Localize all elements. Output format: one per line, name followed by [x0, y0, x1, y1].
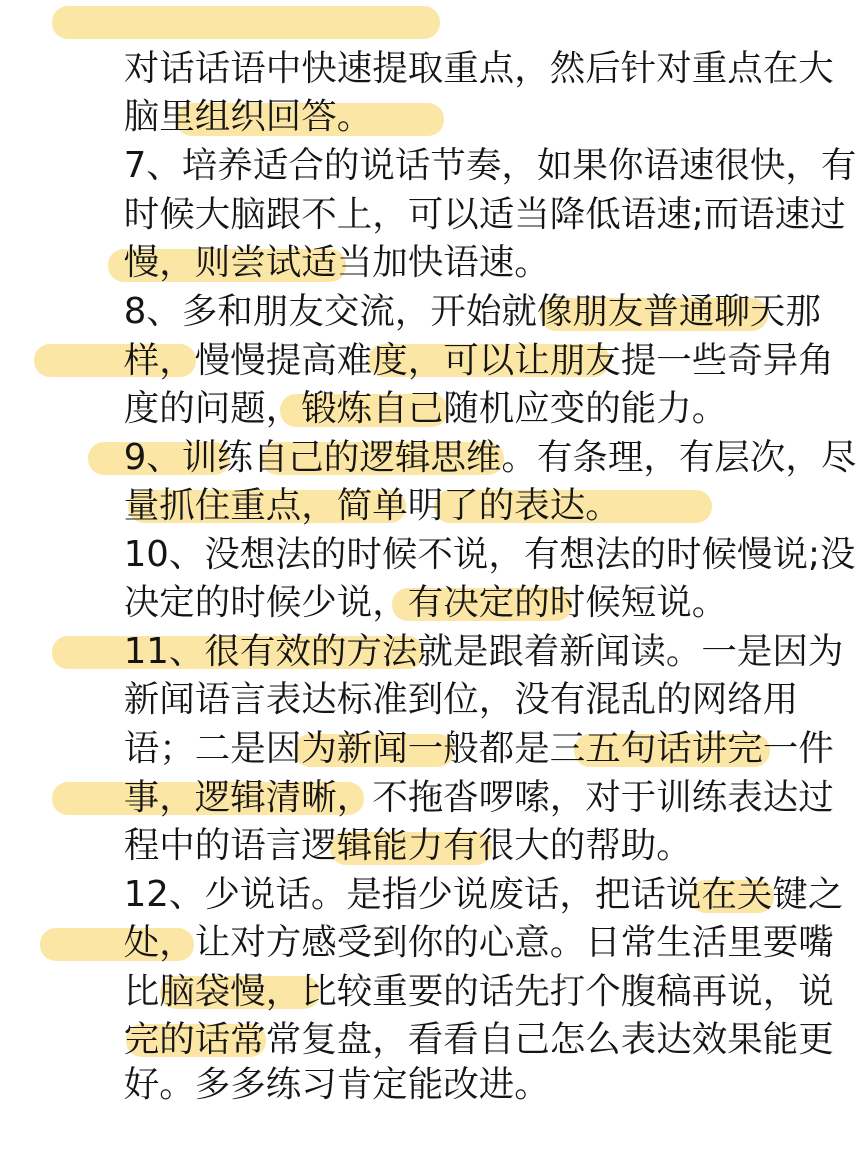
- text-line: [0, 94, 856, 186]
- text-segment: 把话说在关键之: [594, 874, 844, 915]
- text-line: [0, 726, 834, 818]
- text-segment: 不拖沓啰嗦: [372, 777, 550, 818]
- text-line: [0, 677, 834, 769]
- text-segment: 量: [123, 485, 160, 526]
- text-line: [0, 628, 828, 720]
- text-segment: 慢，则尝试适当加快语速。: [123, 242, 550, 283]
- text-segment: 简单明了的表达: [336, 485, 586, 526]
- text-segment: 处，让对方感受到你的心意。日常生活里要: [123, 922, 799, 963]
- text-segment: 没有混乱的网络用: [514, 679, 799, 720]
- text-segment: ;没: [807, 534, 856, 575]
- text-segment: ，: [488, 534, 524, 575]
- text-line: [0, 823, 844, 915]
- text-segment: 程中的语言逻辑能力: [123, 825, 444, 866]
- text-line: [0, 871, 834, 963]
- text-segment: 多和朋友交流，: [181, 291, 431, 332]
- text-segment: 。一是因为: [665, 631, 844, 672]
- text-segment: 跟着新闻读: [488, 631, 666, 672]
- text-segment: 嘴: [798, 922, 834, 963]
- text-segment: 对话话语中快速提取重点: [123, 48, 515, 89]
- text-segment: 好。: [123, 1064, 195, 1105]
- text-segment: 抓住重点: [159, 485, 302, 526]
- text-segment: 时候大脑跟不上，可以适当降低语速;而语速过: [123, 194, 846, 235]
- text-segment: 11、很有效的方法就是: [123, 631, 489, 672]
- text-segment: 看看自己怎么表达效果能更: [407, 1019, 834, 1060]
- text-segment: 没想法的时候不说: [204, 534, 489, 575]
- text-segment: 事，逻辑清晰，: [123, 777, 373, 818]
- text-line: [0, 240, 828, 332]
- text-line: [0, 968, 834, 1060]
- text-segment: 。: [585, 485, 621, 526]
- text-segment: 多多练习: [194, 1064, 337, 1105]
- text-segment: 开始就像朋友普通聊天那: [430, 291, 821, 332]
- text-segment: 脑里组织回答。: [123, 96, 373, 137]
- text-segment: 12、少说话。是指: [123, 874, 418, 915]
- text-segment: 新闻语言表达标准到位，: [123, 679, 515, 720]
- text-segment: 9、训练自己的: [123, 437, 360, 478]
- text-line: [0, 483, 856, 575]
- text-line: [0, 289, 834, 381]
- text-line: [0, 580, 844, 672]
- text-line: [0, 531, 828, 623]
- text-segment: 有想法的时候慢说: [523, 534, 808, 575]
- text-segment: 度的问题: [123, 388, 266, 429]
- text-segment: ，: [301, 485, 337, 526]
- text-segment: 7、培养: [123, 145, 253, 186]
- text-segment: 比脑袋慢: [123, 971, 266, 1012]
- text-line: [0, 337, 828, 429]
- text-segment: 样，慢慢提高难度，可以让朋友: [123, 340, 621, 381]
- text-segment: 8、: [123, 291, 182, 332]
- text-segment: ，比较重要的话先打个腹稿再说，说: [265, 971, 834, 1012]
- text-line: [0, 920, 834, 1012]
- text-segment: 适合的说话节奏，: [252, 145, 537, 186]
- text-segment: 10、: [123, 534, 205, 575]
- text-line: [0, 143, 846, 235]
- text-segment: 肯定能改进。: [336, 1064, 550, 1105]
- text-segment: ，锻炼自己: [265, 388, 444, 429]
- text-line: [0, 386, 856, 478]
- text-segment: 完的话: [123, 1019, 231, 1060]
- text-segment: 逻辑思维。: [359, 437, 537, 478]
- text-segment: 少说废话，: [417, 874, 595, 915]
- text-segment: 有很大的帮助。: [443, 825, 692, 866]
- text-segment: 有条理，有层次，尽: [536, 437, 856, 478]
- text-line: [0, 0, 834, 89]
- text-segment: ，然后针对重点在大: [514, 48, 834, 89]
- text-segment: 如果你语速很快，有: [536, 145, 856, 186]
- text-segment: 提一些奇异角: [620, 340, 834, 381]
- text-segment: 训练表达过: [656, 777, 834, 818]
- text-segment: 随机应变的能力: [443, 388, 692, 429]
- text-segment: 决定的时候少说，有决定的时候短说。: [123, 582, 728, 623]
- text-segment: ，对于: [549, 777, 657, 818]
- text-segment: 常常复盘，: [230, 1019, 408, 1060]
- text-segment: 语；二是因为新闻一般都是三五句话讲完一件: [123, 728, 834, 769]
- text-segment: 。: [691, 388, 728, 429]
